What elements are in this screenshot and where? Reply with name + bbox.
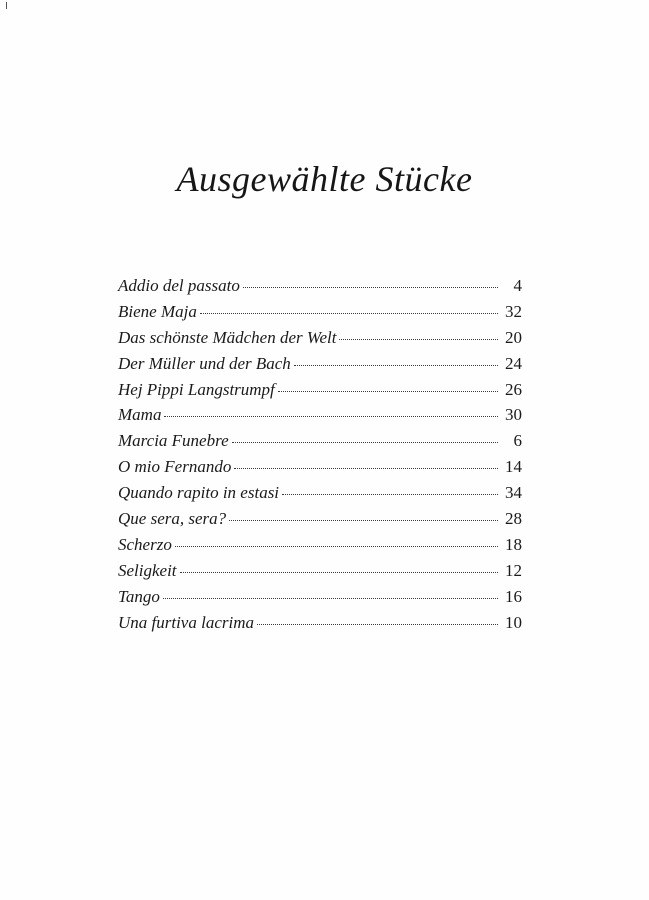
dot-leader [232,442,498,443]
dot-leader [175,546,498,547]
entry-page-number: 24 [505,353,522,373]
entry-title: Una furtiva lacrima [118,612,254,632]
entry-page-number: 30 [505,405,522,425]
toc-entry [118,561,522,587]
entry-title: Que sera, sera? [118,509,227,529]
toc-entry [118,405,522,431]
toc-entry [118,535,522,561]
entry-title: Marcia Funebre [118,431,229,451]
dot-leader [200,313,498,314]
entry-title: Quando rapito in estasi [118,483,280,503]
toc-entry [118,302,522,328]
dot-leader [278,391,498,392]
dot-leader [229,520,498,521]
entry-title: Scherzo [118,534,172,554]
dot-leader [294,365,498,366]
toc-entry [118,613,522,639]
dot-leader [234,468,498,469]
entry-title: Mama [118,405,162,425]
entry-title: Hej Pippi Langstrumpf [118,379,275,399]
entry-page-number: 18 [505,534,522,554]
entry-title: Das schönste Mädchen der Welt [118,327,337,347]
entry-title: Addio del passato [118,276,240,295]
dot-leader [164,416,498,417]
toc-entry [118,276,522,302]
entry-page-number: 34 [505,483,522,503]
toc-entry [118,509,522,535]
entry-page-number: 26 [505,379,522,399]
entry-title: Der Müller und der Bach [118,353,291,373]
entry-title: O mio Fernando [118,457,232,477]
entry-title: Biene Maja [118,301,197,321]
entry-page-number: 32 [505,301,522,321]
dot-leader [339,339,498,340]
entry-page-number: 12 [505,560,522,580]
entry-page-number: 28 [505,509,522,529]
entry-page-number: 14 [505,457,522,477]
scan-mark [6,2,7,9]
toc-entry [118,457,522,483]
dot-leader [163,598,498,599]
dot-leader [282,494,498,495]
toc-entry [118,483,522,509]
entry-page-number: 4 [513,276,522,295]
entry-page-number: 6 [513,431,522,451]
page-title: Ausgewählte Stücke [176,159,473,199]
toc-entry [118,431,522,457]
toc-entry [118,328,522,354]
table-of-contents [118,276,522,638]
entry-page-number: 10 [505,612,522,632]
dot-leader [243,287,498,288]
dot-leader [180,572,498,573]
entry-page-number: 20 [505,327,522,347]
toc-entry [118,380,522,406]
dot-leader [257,624,498,625]
toc-entry [118,354,522,380]
entry-title: Tango [118,586,160,606]
entry-page-number: 16 [505,586,522,606]
toc-entry [118,587,522,613]
entry-title: Seligkeit [118,560,177,580]
